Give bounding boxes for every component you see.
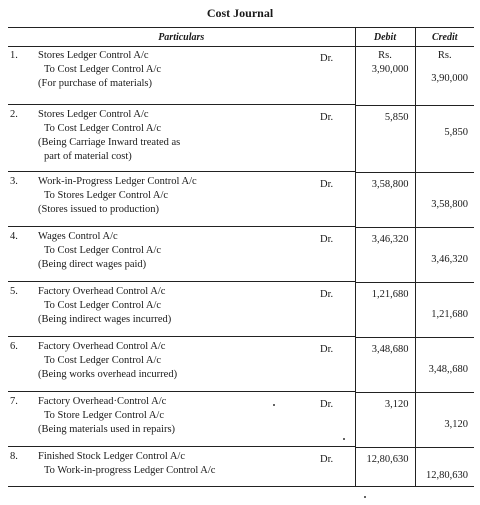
narration: (For purchase of materials) [38, 78, 152, 89]
journal-entry-row [8, 47, 474, 106]
debit-account: Factory Overhead Control A/c [38, 340, 166, 352]
header-row [8, 28, 474, 47]
row-divider [8, 226, 355, 227]
credit-cell [415, 448, 474, 487]
row-divider [8, 281, 355, 282]
dr-marker: Dr. [320, 343, 334, 355]
journal-entry-row [8, 448, 474, 487]
particulars-cell [8, 47, 355, 106]
credit-account: To Cost Ledger Control A/c [44, 122, 162, 134]
credit-account: To Store Ledger Control A/c [44, 409, 164, 421]
header-particulars: Particulars [8, 28, 355, 47]
debit-cell [355, 338, 415, 393]
row-divider [8, 446, 355, 447]
scan-speck [364, 496, 366, 498]
narration: (Being materials used in repairs) [38, 423, 176, 435]
debit-account: Wages Control A/c [38, 230, 118, 242]
entry-number: 8. [10, 450, 18, 462]
credit-account: To Cost Ledger Control A/c [44, 299, 162, 311]
debit-amount: 3,90,000 [371, 64, 409, 75]
credit-account: To Cost Ledger Control A/c [44, 244, 162, 256]
credit-amount: 3,46,320 [431, 254, 468, 265]
debit-account: Factory Overhead Control A/c [38, 285, 166, 297]
journal-entry-row [8, 106, 474, 173]
cost-journal-table [8, 27, 474, 487]
journal-entry-row [8, 283, 474, 338]
debit-account: Factory Overhead·Control A/c [38, 395, 167, 407]
narration: part of material cost) [44, 150, 132, 162]
narration: (Being direct wages paid) [38, 258, 147, 270]
scan-speck [343, 438, 345, 440]
page-title: Cost Journal [206, 6, 274, 20]
credit-account: To Cost Ledger Control A/c [44, 64, 162, 75]
debit-amount: 1,21,680 [371, 289, 409, 300]
debit-account: Stores Ledger Control A/c [38, 108, 149, 120]
credit-cell [415, 393, 474, 448]
debit-amount: 5,850 [384, 112, 409, 123]
credit-cell [415, 173, 474, 228]
dr-marker: Dr. [320, 233, 334, 245]
narration: (Being Carriage Inward treated as [38, 136, 181, 148]
currency-label: Rs. [378, 50, 392, 61]
debit-cell [355, 448, 415, 487]
debit-cell [355, 47, 415, 106]
debit-account: Work-in-Progress Ledger Control A/c [38, 175, 197, 187]
credit-account: To Cost Ledger Control A/c [44, 354, 162, 366]
credit-amount: 12,80,630 [426, 470, 468, 481]
debit-cell [355, 283, 415, 338]
dr-marker: Dr. [320, 398, 334, 410]
dr-marker: Dr. [320, 111, 334, 123]
credit-amount: 3,48,,680 [428, 364, 468, 375]
debit-amount: 3,46,320 [371, 234, 409, 245]
particulars-cell [8, 448, 355, 487]
narration: (Being works overhead incurred) [38, 368, 178, 380]
credit-cell [415, 47, 474, 106]
dr-marker: Dr. [320, 453, 334, 465]
dr-marker: Dr. [320, 288, 334, 300]
journal-entry-row [8, 393, 474, 448]
scan-speck [273, 404, 275, 406]
credit-cell [415, 338, 474, 393]
particulars-cell [8, 173, 355, 228]
row-divider [8, 171, 355, 172]
currency-label: Rs. [437, 50, 452, 61]
entry-number: 2. [10, 108, 18, 120]
debit-cell [355, 173, 415, 228]
row-divider [8, 391, 355, 392]
particulars-cell [8, 283, 355, 338]
credit-amount: 1,21,680 [431, 309, 468, 320]
credit-cell [415, 283, 474, 338]
journal-entry-row [8, 338, 474, 393]
credit-amount: 3,120 [444, 419, 468, 430]
credit-account: To Stores Ledger Control A/c [44, 189, 169, 201]
debit-account: Stores Ledger Control A/c [38, 50, 149, 61]
entry-number: 5. [10, 285, 18, 297]
particulars-cell [8, 393, 355, 448]
entry-number: 4. [10, 230, 18, 242]
entry-number: 3. [10, 175, 18, 187]
entry-number: 6. [10, 340, 18, 352]
particulars-cell [8, 228, 355, 283]
row-divider [8, 336, 355, 337]
credit-amount: 3,58,800 [431, 199, 468, 210]
particulars-cell [8, 338, 355, 393]
credit-amount: 5,850 [444, 127, 468, 138]
credit-amount: 3,90,000 [431, 73, 468, 84]
journal-body [8, 47, 474, 487]
entry-number: 7. [10, 395, 18, 407]
debit-amount: 3,58,800 [371, 179, 409, 190]
debit-cell [355, 393, 415, 448]
credit-cell [415, 106, 474, 173]
journal-entry-row [8, 228, 474, 283]
debit-account: Finished Stock Ledger Control A/c [38, 450, 185, 462]
dr-marker: Dr. [320, 53, 334, 64]
particulars-cell [8, 106, 355, 173]
header-credit: Credit [415, 28, 474, 47]
dr-marker: Dr. [320, 178, 334, 190]
narration: (Stores issued to production) [38, 203, 160, 215]
debit-amount: 12,80,630 [366, 454, 409, 465]
header-debit: Debit [355, 28, 415, 47]
credit-account: To Work-in-progress Ledger Control A/c [44, 464, 216, 476]
debit-cell [355, 228, 415, 283]
narration: (Being indirect wages incurred) [38, 313, 172, 325]
entry-number: 1. [10, 50, 18, 61]
debit-amount: 3,48,680 [371, 344, 409, 355]
debit-cell [355, 106, 415, 173]
credit-cell [415, 228, 474, 283]
journal-entry-row [8, 173, 474, 228]
debit-amount: 3,120 [384, 399, 409, 410]
